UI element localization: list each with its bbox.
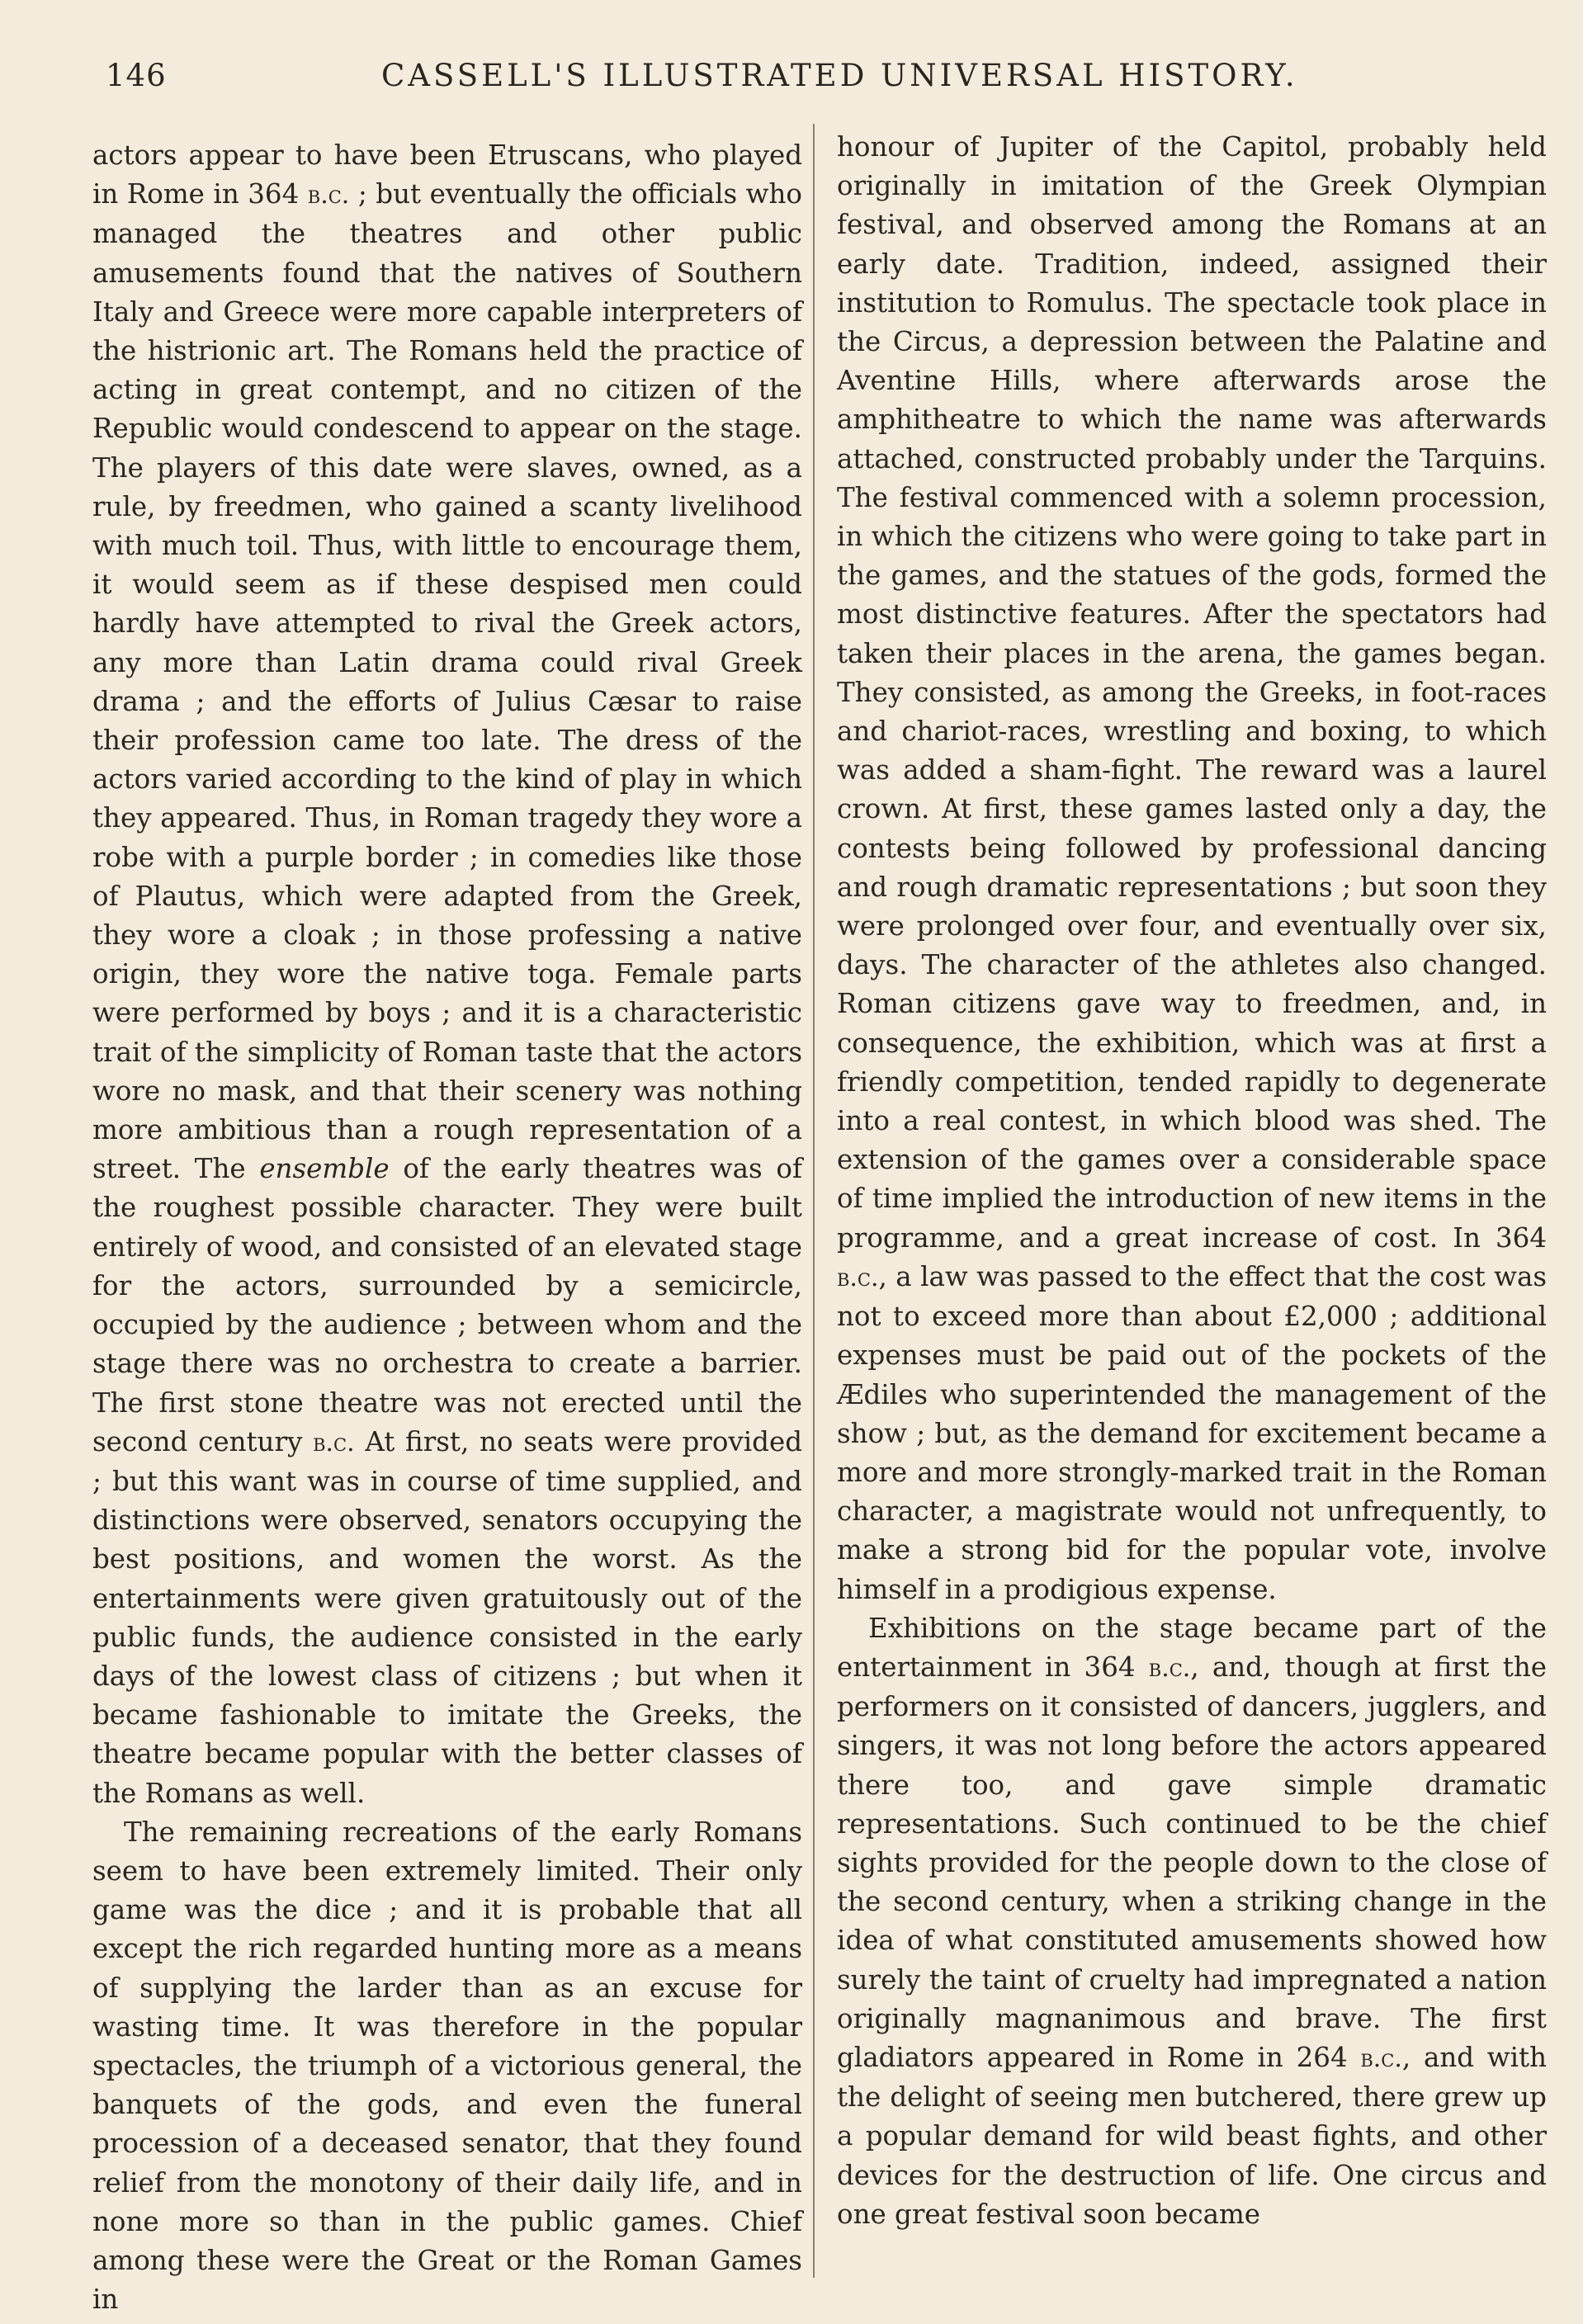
paragraph bbox=[837, 1609, 1547, 2234]
small-caps-run: b.c. bbox=[313, 1428, 355, 1457]
text-run: Exhibitions on the stage became part of the entertainment in 364 bbox=[837, 1612, 1547, 1683]
text-run: honour of Jupiter of the Capitol, probably held originally in imitation of the Greek Olympian festival, and observed among the Romans at an early date. Tradition, indeed, assigned their institution to Romulus. The spectacle took place in the Circus, a depression between the Palatine and Aventine Hills, where afterwards arose the amphitheatre to which the name was afterwards attached, constructed probably under the Tarquins. The festival commenced with a solemn procession, in which the citizens who were going to take part in the games, and the statues of the gods, formed the most distinctive features. After the spectators had taken their places in the arena, the games began. They consisted, as among the Greeks, in foot-races and chariot-races, wrestling and boxing, to which was added a sham-fight. The reward was a laurel crown. At first, these games lasted only a day, the contests being followed by professional dancing and rough dramatic representations ; but soon they were prolonged over four, and eventually over six, days. The character of the athletes also changed. Roman citizens gave way to freedmen, and, in consequence, the exhibition, which was at first a friendly competition, tended rapidly to degenerate into a real contest, in which blood was shed. The extension of the games over a considerable space of time implied the introduction of new items in the programme, and a great increase of cost. In 364 bbox=[837, 131, 1547, 1254]
page-header bbox=[92, 51, 1298, 109]
text-run: At first, no seats were provided ; but this want was in course of time supplied, and distinctions were observed, senators occupying the best positions, and women the worst. As the entertainments were given gratuitously out of the public funds, the audience consisted in the early days of the lowest class of citizens ; but when it became fashionable to imitate the Greeks, the theatre became popular with the better classes of the Romans as well. bbox=[92, 1425, 802, 1809]
paragraph bbox=[837, 128, 1547, 1609]
page-number: 146 bbox=[106, 58, 167, 93]
text-run: of the early theatres was of the roughest possible character. They were built entirely of wood, and consisted of an elevated stage for the actors, surrounded by a semicircle, occupied by the audience ; between whom and the stage there was no orchestra to create a barrier. The first stone theatre was not erected until the second century bbox=[92, 1153, 802, 1457]
running-head: CASSELL'S ILLUSTRATED UNIVERSAL HISTORY. bbox=[381, 58, 1298, 93]
text-run: actors appear to have been Etruscans, who played in Rome in 364 bbox=[92, 139, 802, 210]
paragraph: The remaining recreations of the early Romans seem to have been extremely limited. Their only game was the dice ; and it is probable that all except the rich regarded hunting more as a means of supplying the larder than as an excuse for wasting time. It was therefore in the popular spectacles, the triumph of a victorious general, the banquets of the gods, and even the funeral procession of a deceased senator, that they found relief from the monotony of their daily life, and in none more so than in the public games. Chief among these were the Great or the Roman Games in bbox=[92, 1816, 802, 2316]
text-run: , and with the delight of seeing men butchered, there grew up a popular demand for wild beast fights, and other devices for the destruction of life. One circus and one great festival soon became bbox=[837, 2041, 1547, 2230]
paragraph bbox=[92, 136, 802, 1813]
text-run: , a law was passed to the effect that the cost was not to exceed more than about £2,000 ; additional expenses must be paid out of the pockets of the Ædiles who superintended the management of the show ; but, as the demand for excitement became a more and more strongly-marked trait in the Roman character, a magistrate would not unfrequently, to make a strong bid for the popular vote, involve himself in a prodigious expense. bbox=[837, 1260, 1547, 1605]
small-caps-run: b.c. bbox=[1360, 2043, 1402, 2073]
text-run: , and, though at first the performers on it consisted of dancers, jugglers, and singers, it was not long before the actors appeared there too, and gave simple dramatic representations. Such continued to be the chief sights provided for the people down to the close of the second century, when a striking change in the idea of what constituted amusements showed how surely the taint of cruelty had impregnated a nation originally magnanimous and brave. The first gladiators appeared in Rome in 264 bbox=[837, 1651, 1547, 2073]
italic-run: ensemble bbox=[259, 1153, 390, 1185]
small-caps-run: b.c. bbox=[307, 181, 350, 210]
right-column bbox=[837, 128, 1547, 2234]
left-column bbox=[92, 136, 802, 2319]
column-divider bbox=[813, 124, 815, 2278]
small-caps-run: b.c. bbox=[837, 1263, 879, 1292]
text-run: ; but eventually the officials who managed the theatres and other public amusements found that the natives of Southern Italy and Greece were more capable interpreters of the histrionic art. The Romans held the practice of acting in great contempt, and no citizen of the Republic would condescend to appear on the stage. The players of this date were slaves, owned, as a rule, by freedmen, who gained a scanty livelihood with much toil. Thus, with little to encourage them, it would seem as if these despised men could hardly have attempted to rival the Greek actors, any more than Latin drama could rival Greek drama ; and the efforts of Julius Cæsar to raise their profession came too late. The dress of the actors varied according to the kind of play in which they appeared. Thus, in Roman tragedy they wore a robe with a purple border ; in comedies like those of Plautus, which were adapted from the Greek, they wore a cloak ; in those professing a native origin, they wore the native toga. Female parts were performed by boys ; and it is a characteristic trait of the simplicity of Roman taste that the actors wore no mask, and that their scenery was nothing more ambitious than a rough representation of a street. The bbox=[92, 178, 802, 1185]
small-caps-run: b.c. bbox=[1148, 1653, 1191, 1683]
